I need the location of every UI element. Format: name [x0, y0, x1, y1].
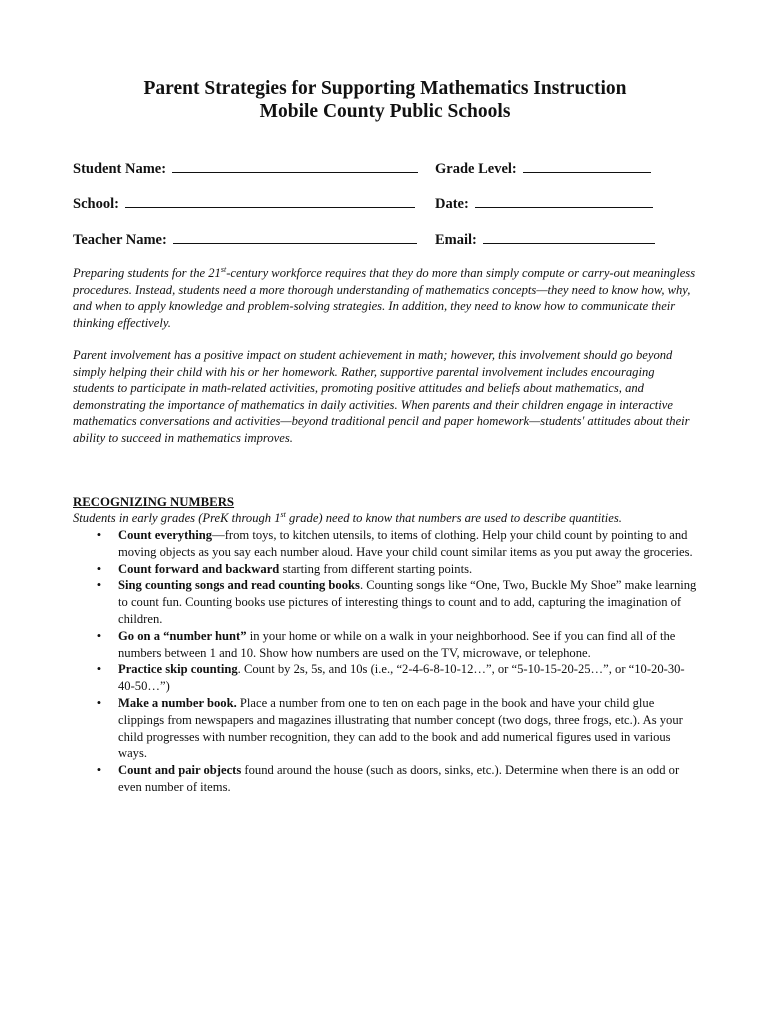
list-item-title: Count and pair objects: [118, 763, 242, 778]
bullet-icon: •: [96, 763, 102, 778]
bullet-icon: •: [96, 628, 102, 643]
bullet-icon: •: [96, 561, 102, 576]
school-field: [73, 194, 415, 213]
list-item-text: found around the house (such as doors, sinks, etc.). Determine when there is an odd or even number of items.: [118, 763, 680, 794]
parent-involvement-paragraph: Parent involvement has a positive impact on student achievement in math; however, this involvement should go beyond simply helping their child with his or her homework. Rather, supportive parental involvement includes encouraging students to participate in math-related activities, promoting positive attitudes and beliefs about mathematics, and demonstrating the importance of mathematics in daily activities. When parents and their children engage in interactive mathematics conversations and activities—beyond traditional pencil and paper homework—students' attitudes about their ability to succeed in mathematics improves.: [73, 348, 690, 445]
bullet-icon: •: [96, 578, 102, 593]
list-item-title: Practice skip counting: [118, 662, 238, 677]
list-item: [92, 695, 697, 762]
list-item-text: . Count by 2s, 5s, and 10s (i.e., “2-4-6-8-10-12…”, or “5-10-15-20-25…”, or “10-20-30-40-50…”): [118, 662, 685, 694]
document-subtitle: Mobile County Public Schools: [259, 101, 511, 122]
section-intro-superscript: st: [280, 509, 286, 519]
strategy-list: [92, 527, 697, 796]
intro-text-part1: Preparing students for the 21: [73, 266, 221, 280]
teacher-name-field: [73, 230, 417, 249]
email-field: [435, 230, 655, 249]
list-item: [92, 661, 697, 695]
date-label: Date:: [435, 196, 469, 212]
grade-level-label: Grade Level:: [435, 161, 517, 177]
list-item-text: Place a number from one to ten on each page in the book and have your child glue clippings from newspapers and magazines illustrating that number concept (two dogs, three frogs, etc.). As your child progresses with number recognition, they can add to the book and add numerical figures used in various ways.: [118, 695, 683, 761]
list-item: [92, 762, 697, 796]
section-intro-part1: Students in early grades (PreK through 1: [73, 511, 281, 525]
list-item-title: Count everything: [118, 528, 213, 542]
intro-superscript: st: [220, 264, 227, 274]
document-title: Parent Strategies for Supporting Mathematics Instruction: [143, 78, 627, 99]
date-blank[interactable]: [475, 194, 653, 208]
section-intro: [73, 510, 713, 527]
bullet-icon: •: [96, 528, 102, 542]
list-item: [92, 577, 697, 627]
list-item-title: Sing counting songs and read counting books: [118, 578, 360, 593]
teacher-name-label: Teacher Name:: [73, 232, 167, 248]
intro-paragraph: [73, 265, 698, 331]
date-field: [435, 194, 653, 213]
list-item-title: Make a number book.: [118, 695, 237, 710]
school-blank[interactable]: [125, 194, 415, 208]
student-name-label: Student Name:: [73, 161, 167, 177]
school-label: School:: [73, 196, 119, 212]
email-label: Email:: [435, 232, 477, 248]
section-intro-part2: grade) need to know that numbers are used to describe quantities.: [285, 511, 622, 525]
intro-text-part2: -century workforce requires that they do more than simply compute or carry-out meaningless procedures. Instead, students need a more thorough understanding of mathematics concepts—they need to know how, why, and when to apply knowledge and problem-solving strategies. In addition, they need to know how to communicate their thinking effectively.: [73, 266, 696, 330]
list-item: [92, 527, 697, 561]
list-item-text: —from toys, to kitchen utensils, to items of clothing. Help your child count by pointing to and moving objects as you say each number aloud. Have your child count similar items as you put away the groceries.: [118, 528, 693, 559]
list-item-text: in your home or while on a walk in your neighborhood. See if you can find all of the numbers between 1 and 10. Show how numbers are used on the TV, microwave, or telephone.: [118, 628, 676, 660]
list-item-title: Count forward and backward: [118, 561, 280, 576]
bullet-icon: •: [96, 695, 102, 710]
teacher-name-blank[interactable]: [173, 230, 417, 244]
student-name-blank[interactable]: [172, 159, 418, 173]
email-blank[interactable]: [483, 230, 655, 244]
bullet-icon: •: [96, 662, 102, 677]
section-heading: RECOGNIZING NUMBERS: [73, 495, 235, 509]
list-item: [92, 628, 697, 662]
list-item-text: starting from different starting points.: [279, 561, 473, 576]
grade-level-field: [435, 159, 651, 178]
list-item-title: Go on a “number hunt”: [118, 628, 247, 643]
list-item: [92, 561, 697, 578]
student-name-field: [73, 159, 418, 178]
list-item-text: . Counting songs like “One, Two, Buckle My Shoe” make learning to count fun. Counting books use pictures of interesting things to count and to add, capturing the imagination of children.: [118, 578, 697, 626]
grade-level-blank[interactable]: [523, 159, 651, 173]
